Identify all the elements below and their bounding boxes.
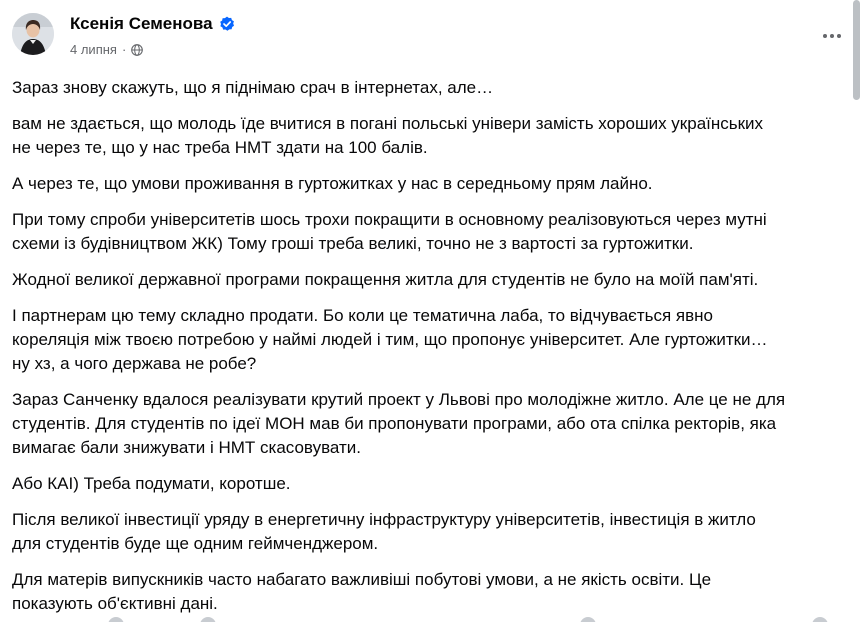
reactions-row-partial (0, 614, 860, 622)
meta-separator: · (121, 42, 127, 57)
avatar-image (12, 13, 54, 55)
post-paragraph: Після великої інвестиції уряду в енергетичну інфраструктуру університетів, інвестиція в житло для студентів буде ще одним геймченджером. (12, 510, 756, 553)
post-paragraph: При тому спроби університетів шось трохи покращити в основному реалізовуються через мутні схеми із будівництвом ЖК) Тому гроші треба великі, точно не з вартості за гуртожитки. (12, 210, 767, 253)
more-dot (823, 34, 827, 38)
post-paragraph: Або КАІ) Треба подумати, коротше. (12, 474, 291, 493)
author-name[interactable] (70, 14, 235, 34)
globe-icon[interactable] (131, 44, 143, 56)
post-paragraph: А через те, що умови проживання в гуртожитках у нас в середньому прям лайно. (12, 174, 653, 193)
post-paragraph: Зараз Санченку вдалося реалізувати крутий проект у Львові про молодіжне житло. Але це не для студентів. Для студентів по ідеї МОН мав би пропонувати програми, або ота спілка ректорів, яка вимагає бали знижувати і НМТ скасовувати. (12, 390, 786, 457)
post-paragraph: Для матерів випускників часто набагато важливіші побутові умови, а не якість освіти. Це показують об'єктивні дані. (12, 570, 712, 613)
post-meta (70, 42, 143, 57)
author-avatar[interactable] (12, 13, 54, 55)
more-dot (837, 34, 841, 38)
post-paragraph: Жодної великої державної програми покращення житла для студентів не було на моїй пам'яті. (12, 270, 759, 289)
post-paragraph: І партнерам цю тему складно продати. Бо коли це тематична лаба, то відчувається явно кореляція між твоєю потребою у наймі людей і тим, що пропонує університет. Але гуртожитки… ну хз, а чого держава не робе? (12, 306, 768, 373)
post-date[interactable]: 4 липня (70, 42, 117, 57)
author-name-text[interactable]: Ксенія Семенова (70, 14, 213, 33)
scrollbar[interactable] (853, 0, 860, 100)
verified-badge-icon (219, 16, 235, 32)
post-paragraph: вам не здається, що молодь їде вчитися в погані польські універи замість хороших українських не через те, що у нас треба НМТ здати на 100 балів. (12, 114, 764, 157)
reaction-icon (580, 617, 596, 622)
post-paragraph: Зараз знову скажуть, що я піднімаю срач в інтернетах, але… (12, 78, 494, 97)
reaction-icon (812, 617, 828, 622)
more-options-button[interactable] (814, 18, 850, 54)
reaction-icon (108, 617, 124, 622)
post-text (12, 76, 852, 622)
reaction-icon (200, 617, 216, 622)
more-dot (830, 34, 834, 38)
